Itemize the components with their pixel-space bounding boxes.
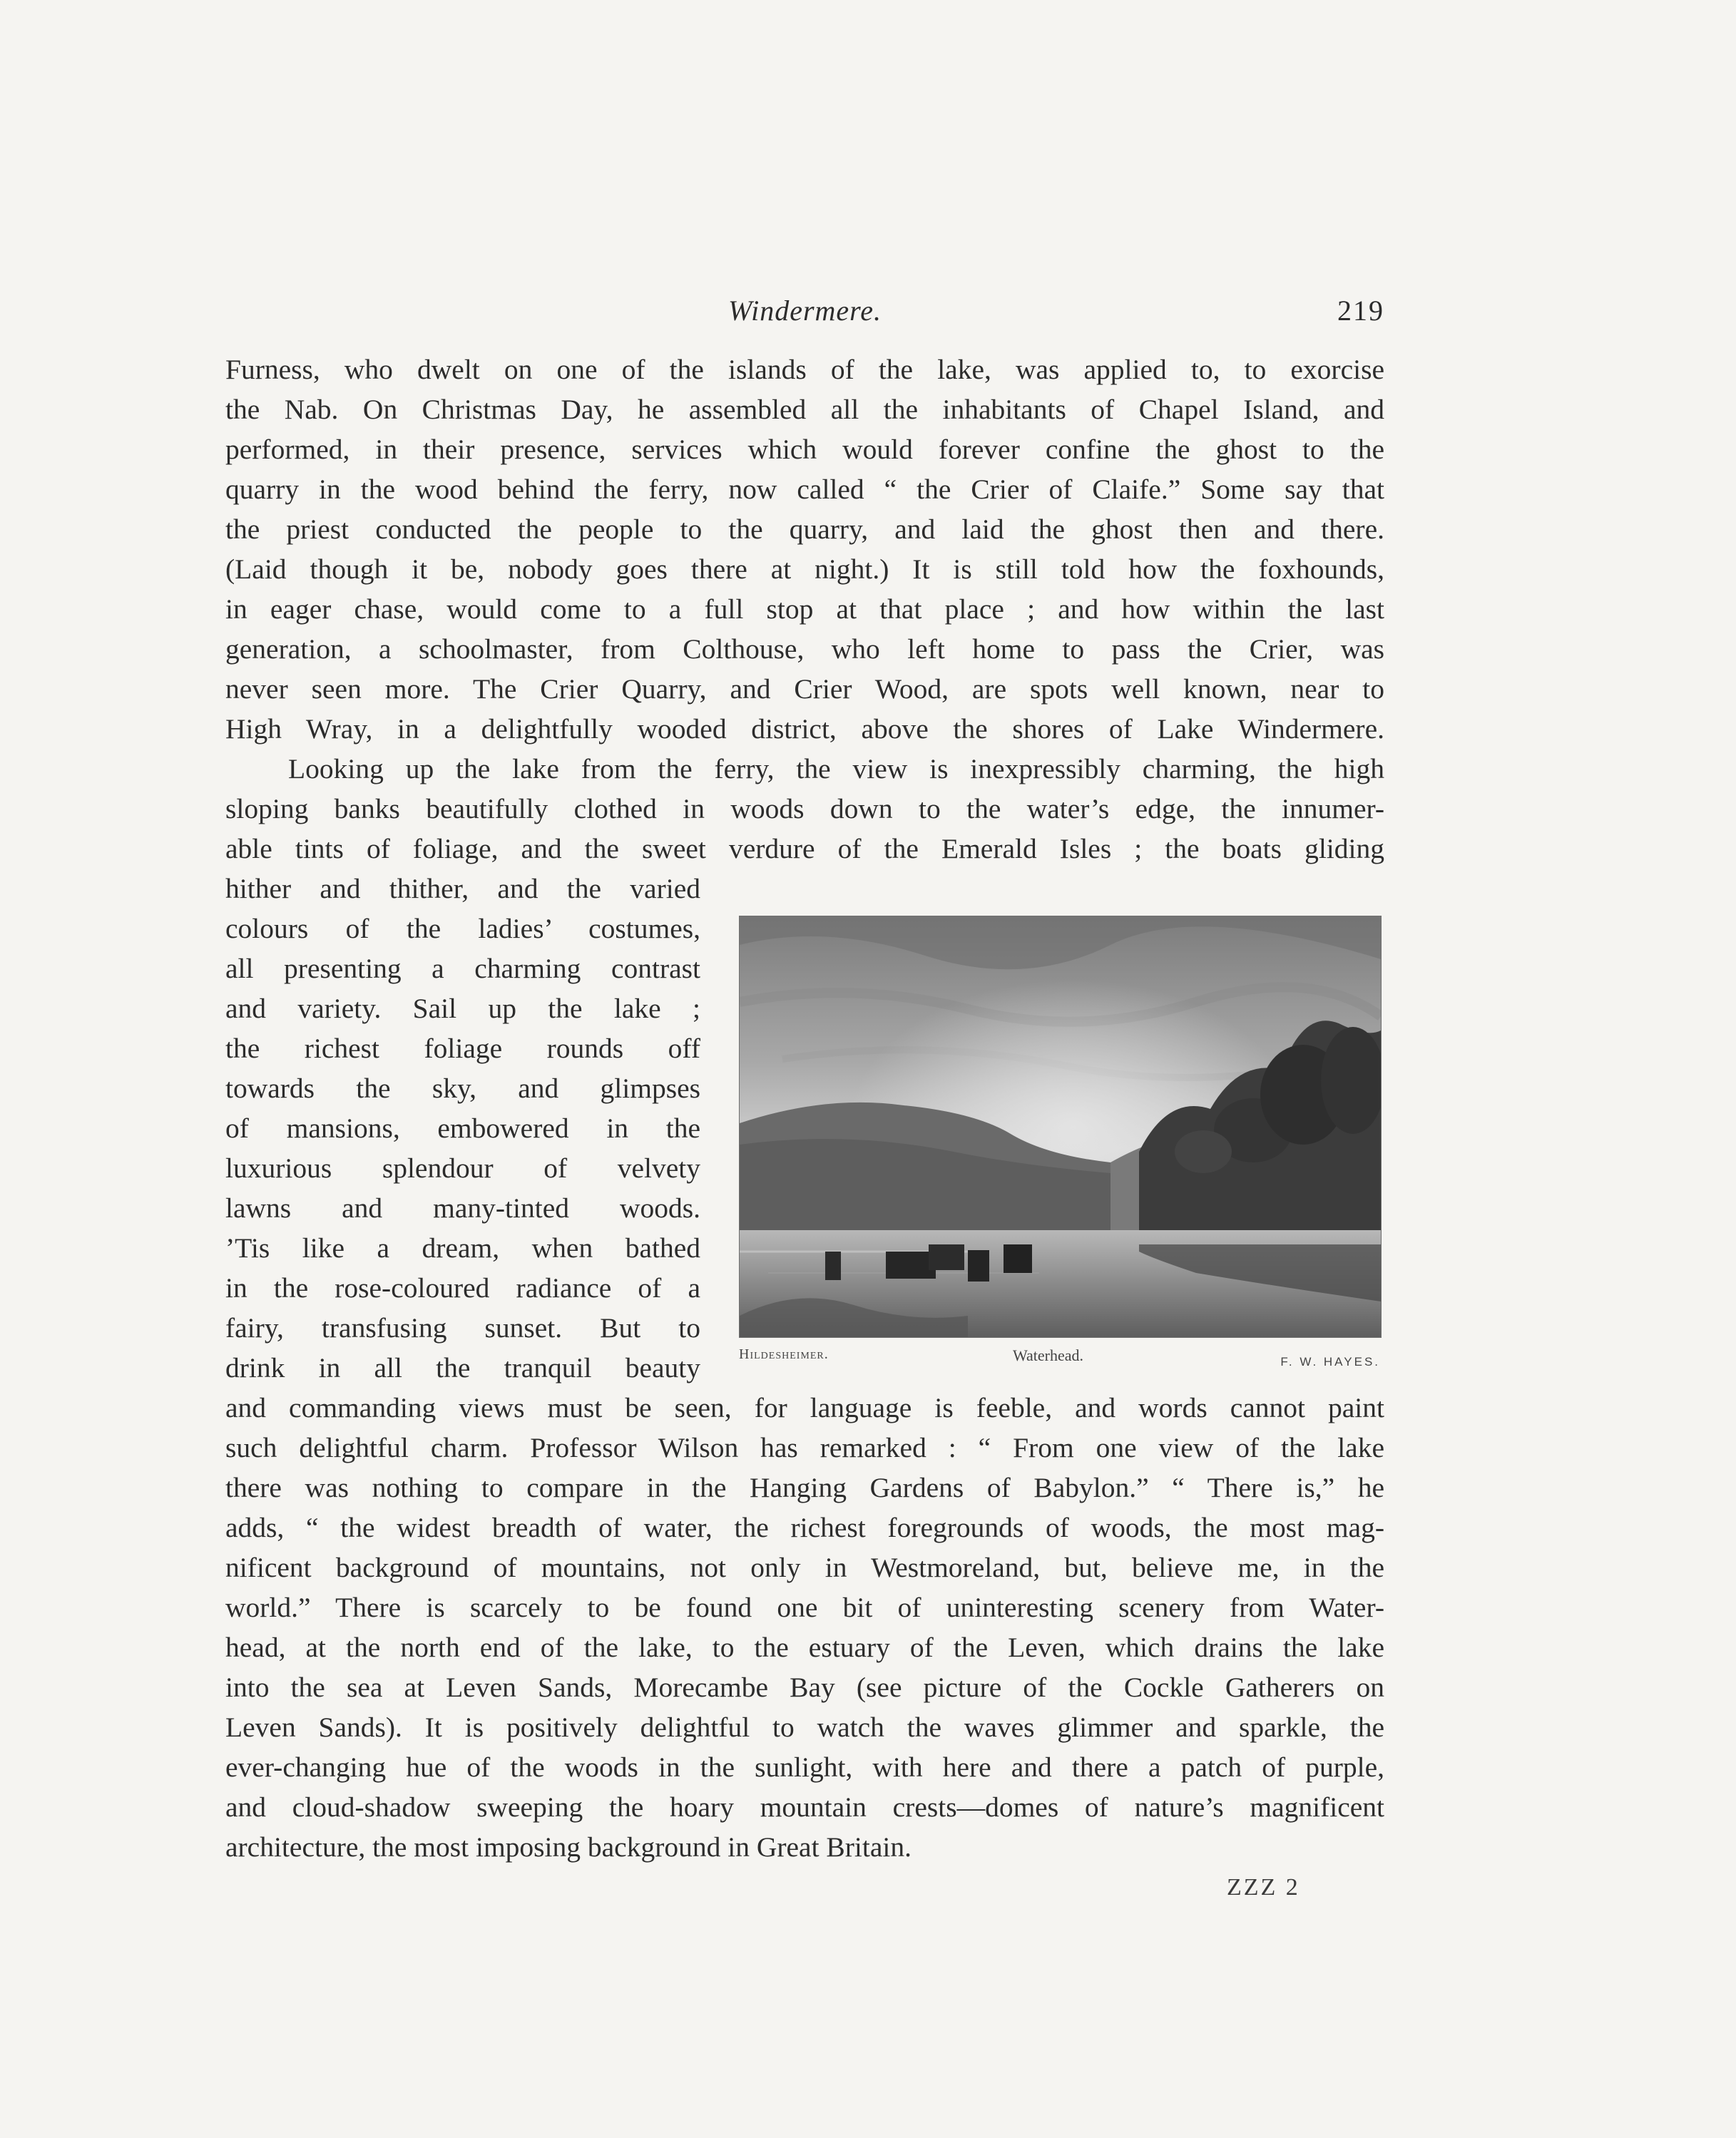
text-line: there was nothing to compare in the Hanging Gardens of Babylon.” “ There is,” he	[225, 1472, 1384, 1503]
text-line: nificent background of mountains, not only in Westmoreland, but, believe me, in the	[225, 1552, 1384, 1583]
text-line: in eager chase, would come to a full stop at that place ; and how within the last	[225, 593, 1384, 625]
text-line: able tints of foliage, and the sweet verdure of the Emerald Isles ; the boats gliding	[225, 833, 1384, 864]
running-head	[225, 294, 1384, 337]
text-line: and commanding views must be seen, for language is feeble, and words cannot paint	[225, 1392, 1384, 1423]
text-line: all presenting a charming contrast	[225, 953, 700, 984]
text-line: such delightful charm. Professor Wilson has remarked : “ From one view of the lake	[225, 1432, 1384, 1463]
text-line: quarry in the wood behind the ferry, now called “ the Crier of Claife.” Some say that	[225, 474, 1384, 505]
text-line: head, at the north end of the lake, to the estuary of the Leven, which drains the lake	[225, 1632, 1384, 1663]
text-line: generation, a schoolmaster, from Colthouse, who left home to pass the Crier, was	[225, 633, 1384, 665]
text-line: sloping banks beautifully clothed in woods down to the water’s edge, the innumer-	[225, 793, 1384, 824]
text-line: into the sea at Leven Sands, Morecambe Bay (see picture of the Cockle Gatherers on	[225, 1672, 1384, 1703]
figure-caption	[739, 1346, 1380, 1375]
text-line: world.” There is scarcely to be found one bit of uninteresting scenery from Water-	[225, 1592, 1384, 1623]
text-line: ’Tis like a dream, when bathed	[225, 1232, 700, 1264]
text-line: adds, “ the widest breadth of water, the richest foregrounds of woods, the most mag-	[225, 1512, 1384, 1543]
artist-credit: F. W. HAYES.	[1280, 1355, 1380, 1369]
text-line: fairy, transfusing sunset. But to	[225, 1312, 700, 1344]
text-line: Furness, who dwelt on one of the islands of the lake, was applied to, to exorcise	[225, 354, 1384, 385]
text-line: and cloud-shadow sweeping the hoary mountain crests—domes of nature’s magnificent	[225, 1791, 1384, 1823]
text-line: colours of the ladies’ costumes,	[225, 913, 700, 944]
engraver-credit: Hildesheimer.	[739, 1346, 829, 1362]
text-line: drink in all the tranquil beauty	[225, 1352, 700, 1383]
text-line: the richest foliage rounds off	[225, 1033, 700, 1064]
waterhead-engraving	[739, 916, 1382, 1338]
text-line: the Nab. On Christmas Day, he assembled all the inhabitants of Chapel Island, and	[225, 394, 1384, 425]
waterhead-figure	[739, 916, 1380, 1375]
text-line: Leven Sands). It is positively delightful to watch the waves glimmer and sparkle, the	[225, 1712, 1384, 1743]
page-number: 219	[1337, 295, 1384, 327]
text-line: performed, in their presence, services which would forever confine the ghost to the	[225, 434, 1384, 465]
text-line: hither and thither, and the varied	[225, 873, 700, 904]
text-line: towards the sky, and glimpses	[225, 1073, 700, 1104]
signature-mark: ZZZ 2	[1227, 1874, 1300, 1901]
text-line: of mansions, embowered in the	[225, 1113, 700, 1144]
text-line: ever-changing hue of the woods in the sunlight, with here and there a patch of purple,	[225, 1751, 1384, 1783]
figure-title: Waterhead.	[1013, 1346, 1083, 1364]
text-line: in the rose-coloured radiance of a	[225, 1272, 700, 1304]
text-line: the priest conducted the people to the quarry, and laid the ghost then and there.	[225, 513, 1384, 545]
text-line-last: architecture, the most imposing background in Great Britain.	[225, 1831, 912, 1863]
text-line: lawns and many-tinted woods.	[225, 1192, 700, 1224]
text-line: Looking up the lake from the ferry, the view is inexpressibly charming, the high	[288, 753, 1384, 784]
text-line: (Laid though it be, nobody goes there at night.) It is still told how the foxhounds,	[225, 553, 1384, 585]
text-line: luxurious splendour of velvety	[225, 1152, 700, 1184]
text-line: High Wray, in a delightfully wooded district, above the shores of Lake Windermere.	[225, 713, 1384, 745]
text-line: never seen more. The Crier Quarry, and Crier Wood, are spots well known, near to	[225, 673, 1384, 705]
running-title: Windermere.	[727, 295, 882, 327]
text-line: and variety. Sail up the lake ;	[225, 993, 700, 1024]
